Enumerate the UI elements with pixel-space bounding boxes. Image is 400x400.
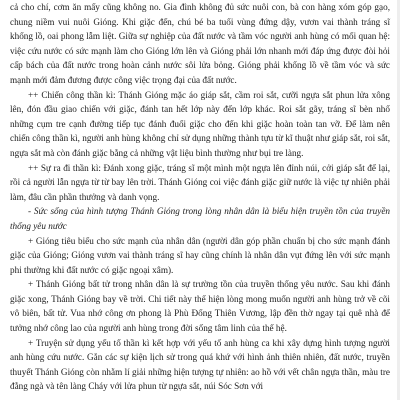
paragraph-giong-growth: cả cho chí, cơm ăn mấy cũng không no. Gia đình không đủ sức nuôi con, bà con hàng xóm góp gạo, chung niềm vui nuôi Gióng. Khi giặc đến, chú bé ba tuổi vùng đứng dậy, vươn vai thành tráng sĩ khổng lồ, oai phong lẫm liệt. Giữa sự nghiệp của đất nước và tầm vóc người anh hùng có mối quan hệ: việc cứu nước có sức mạnh làm cho Gióng lớn lên và Gióng phải lớn nhanh mới đáp ứng được đòi hỏi cấp bách của đất nước trong hoàn cảnh nước sôi lửa bỏng. Gióng phải khổng lồ về tầm vóc và sức mạnh mới đảm đương được công việc trọng đại của đất nước. [10, 2, 390, 85]
section-heading-vitality: - Sức sống của hình tượng Thánh Gióng trong lòng nhân dân là biểu hiện truyền tồn của truyền thống yêu nước [10, 206, 390, 231]
paragraph-legend-elements: + Truyện sử dụng yếu tố thần kì kết hợp với yếu tố anh hùng ca khi xây dựng hình tượng người anh hùng cứu nước. Gắn các sự kiện lịch sử trong quá khứ với hình ảnh thiên nhiên, đất nước, truyền thuyết Thánh Gióng còn nhằm lí giải những hiện tượng tự nhiên: ao hồ với vết chân ngựa thần, màu tre đằng ngà và tên làng Cháy với lửa phun từ ngựa sắt, núi Sóc Sơn với [10, 337, 390, 392]
paragraph-departure: ++ Sự ra đi thần kì: Đánh xong giặc, tráng sĩ một mình một ngựa lên đỉnh núi, cởi giáp sắt để lại, rồi cả người lẫn ngựa từ từ bay lên trời. Thánh Gióng coi việc đánh giặc giữ nước là việc tự nhiên phải làm, đâu cần phần thưởng và danh vọng. [10, 162, 390, 202]
paragraph-victory: ++ Chiến công thần kì: Thánh Gióng mặc áo giáp sắt, cầm roi sắt, cưỡi ngựa sắt phun lửa xông lên, đón đầu giao chiến với giặc, đánh tan hết lớp này đến lớp khác. Roi sắt gãy, tráng sĩ bèn nhổ những cụm tre cạnh đường tiếp tục đánh đuổi giặc cho đến khi giặc hoàn toàn tan vỡ. Để làm nên chiến công thần kì, người anh hùng không chỉ sử dụng những thành tựu từ kĩ thuật như giáp sắt, roi sắt, ngựa sắt mà còn đánh giặc bằng cả những vật liệu bình thường như bụi tre làng. [10, 89, 390, 158]
document-body [10, 0, 390, 394]
paragraph-people-strength: + Gióng tiêu biểu cho sức mạnh của nhân dân (người dân góp phần chuẩn bị cho sức mạnh đánh giặc của Gióng; Gióng vươn vai thành tráng sĩ hay cũng chính là nhân dân vụt đứng lên với sức mạnh phi thường khi đất nước có giặc ngoại xâm). [10, 235, 390, 275]
paragraph-immortality: + Thánh Gióng bất tử trong nhân dân là sự trường tồn của truyền thống yêu nước. Sau khi đánh giặc xong, Thánh Gióng bay về trời. Chi tiết này thể hiện lòng mong muốn người anh hùng trở về cõi vô biên, bất tử. Vua nhớ công ơn phong là Phù Đổng Thiên Vương, lập đền thờ ngay tại quê nhà để tưởng nhớ công lao của người anh hùng trong đời sống tâm linh của thế hệ. [10, 279, 390, 334]
